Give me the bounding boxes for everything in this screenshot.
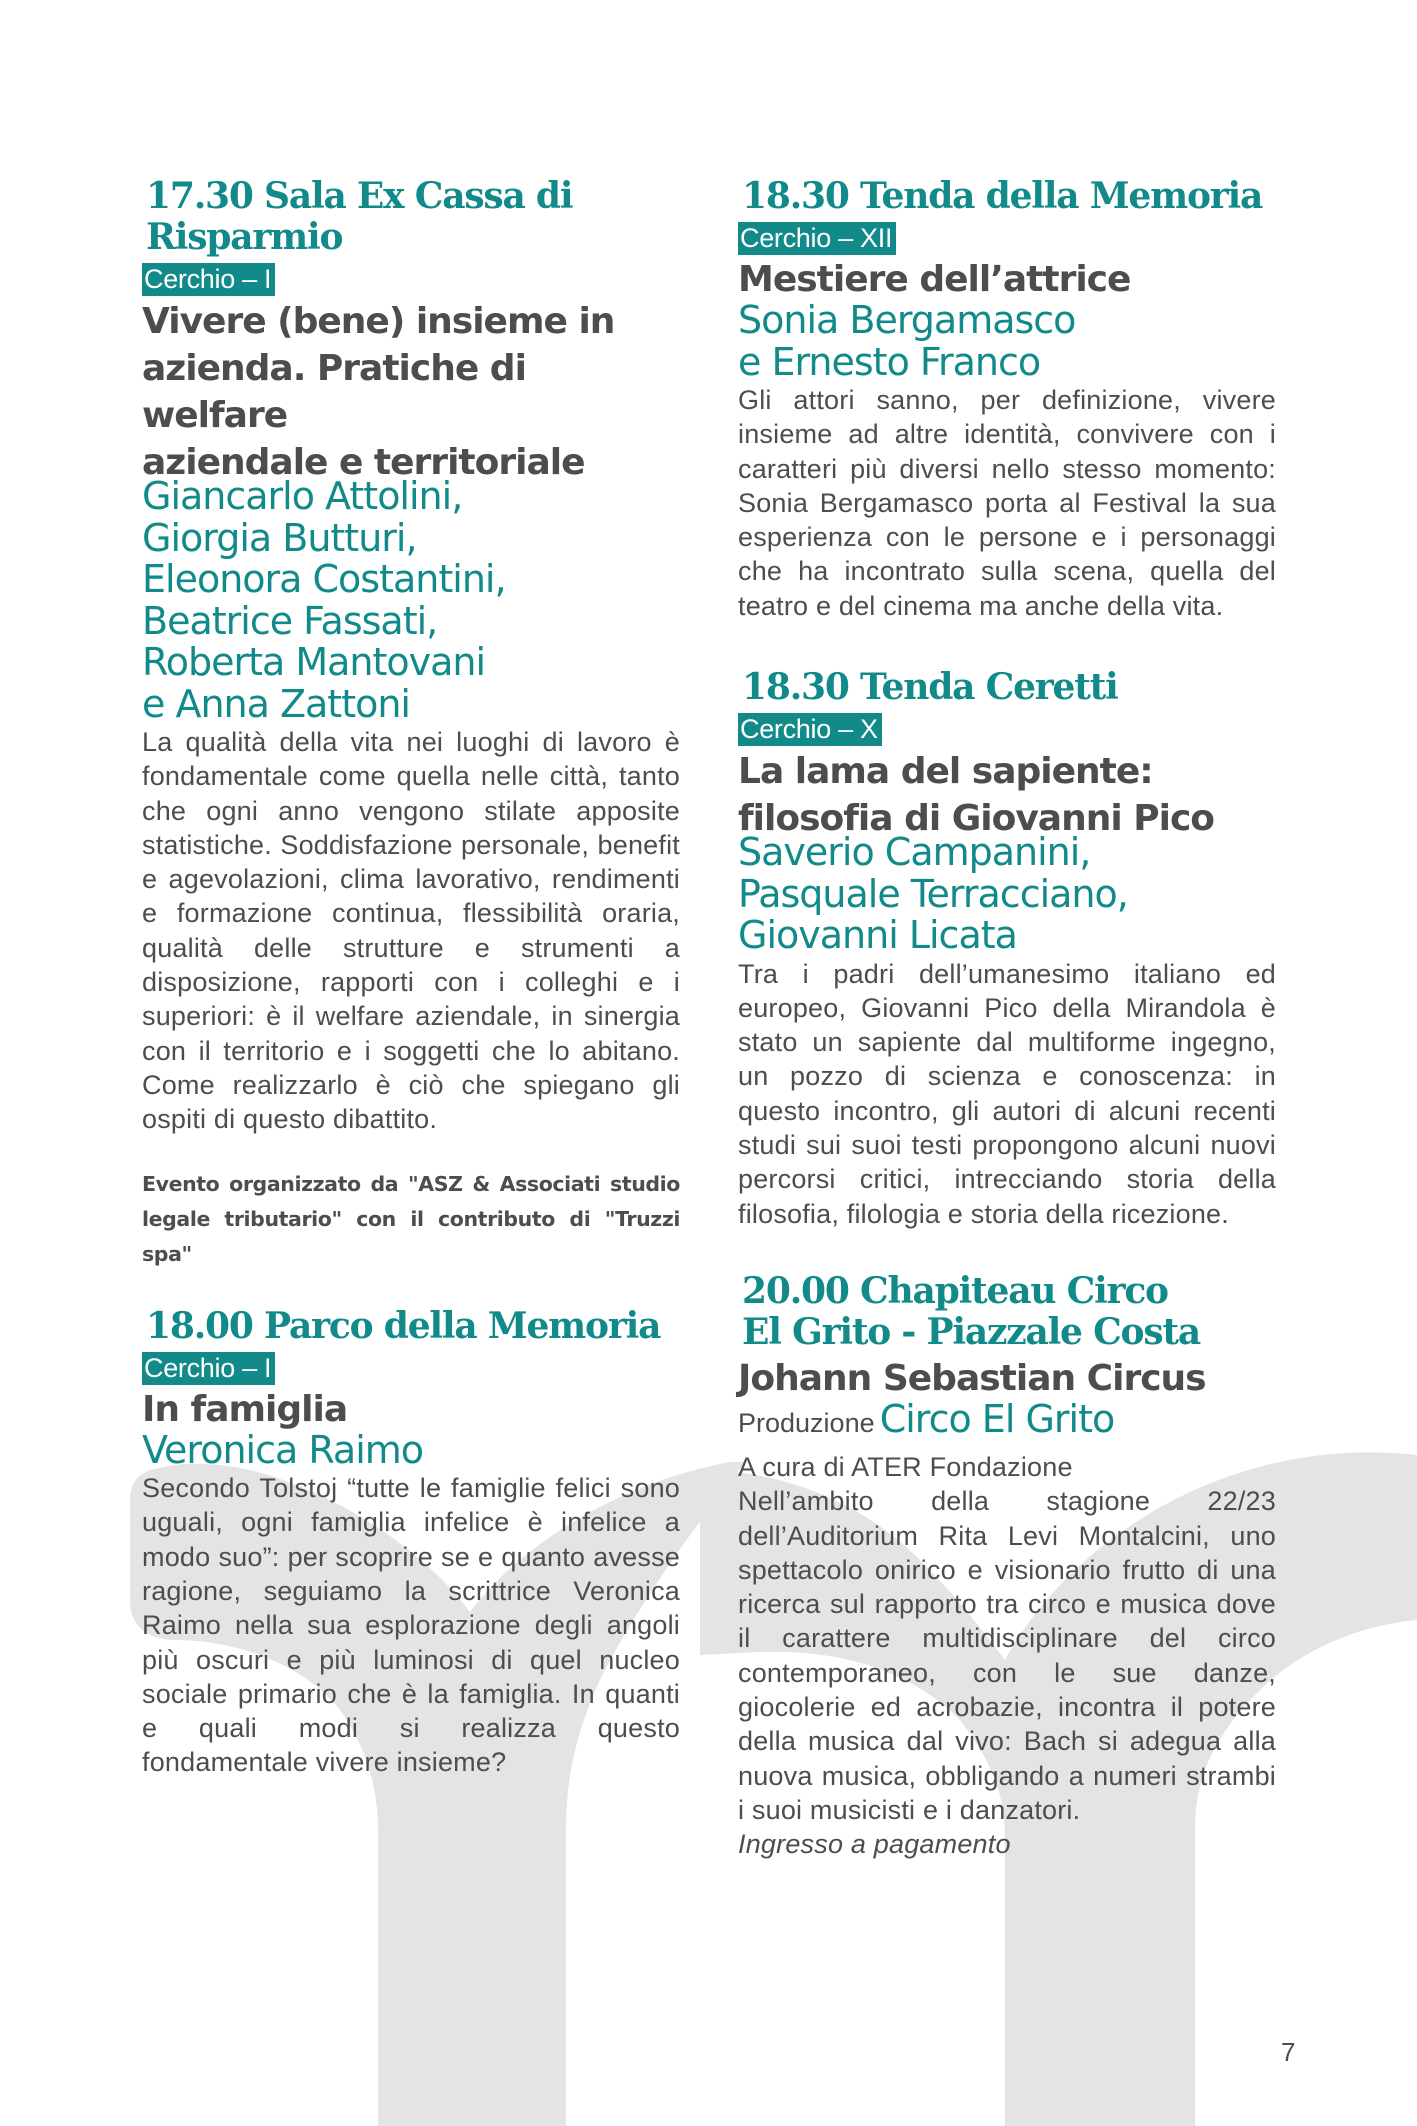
event-title: In famiglia	[142, 1388, 348, 1430]
event-2000-chapiteau-circo	[738, 1271, 1276, 1862]
event-time-location	[738, 1271, 1276, 1353]
speaker-name: Pasquale Terracciano,	[738, 871, 1128, 916]
event-title-line: Vivere (bene) insieme in	[142, 301, 615, 342]
event-description: Secondo Tolstoj “tutte le famiglie felici sono uguali, ogni famiglia infelice è infelice a modo suo”: per scoprire se e quanto avesse ragione, seguiamo la scrittrice Veronica Raimo nella sua esplorazione degli angoli più oscuri e più luminosi di quel nucleo sociale primario che è la famiglia. In quanti e quali modi si realizza questo fondamentale vivere insieme?	[142, 1473, 680, 1778]
speaker-name: Veronica Raimo	[142, 1427, 424, 1472]
speaker-name: e Anna Zattoni	[142, 681, 410, 726]
speaker-name: Eleonora Costantini,	[142, 557, 506, 601]
speaker-name: Giorgia Butturi,	[142, 515, 417, 560]
right-column	[738, 176, 1276, 1862]
speaker-name: Giancarlo Attolini,	[142, 474, 463, 518]
event-1830-tenda-memoria	[738, 176, 1276, 623]
event-description: Gli attori sanno, per definizione, vivere insieme ad altre identità, convivere con i caratteri più diversi nello stesso momento: Sonia Bergamasco porta al Festival la sua esperienza con le persone e i personaggi che ha incontrato sulla scena, quella del teatro e del cinema ma anche della vita.	[738, 385, 1276, 621]
event-time-location: 18.30 Tenda della Memoria	[742, 175, 1263, 217]
cerchio-tag: Cerchio – XII	[738, 222, 896, 255]
event-title-line: La lama del sapiente:	[738, 751, 1153, 793]
event-title-line: aziendale e territoriale	[142, 442, 585, 483]
production-label: Produzione	[738, 1407, 875, 1438]
production-line	[738, 1396, 1276, 1450]
speaker-name: e Ernesto Franco	[738, 339, 1041, 384]
production-company: Circo El Grito	[879, 1396, 1115, 1441]
event-description: Nell’ambito della stagione 22/23 dell’Auditorium Rita Levi Montalcini, uno spettacolo onirico e visionario frutto di una ricerca sul rapporto tra circo e musica dove il carattere multidisciplinare del circo contemporaneo, con le sue danze, giocolerie ed acrobazie, incontra il potere della musica dal vivo: Bach si adegua alla nuova musica, obbligando a numeri strambi i suoi musicisti e i danzatori.	[738, 1486, 1276, 1825]
event-title-line: azienda. Pratiche di welfare	[142, 348, 526, 436]
speaker-name: Giovanni Licata	[738, 913, 1017, 958]
event-1800-parco-memoria	[142, 1306, 680, 1780]
event-1730-sala-ex-cassa	[142, 176, 680, 1272]
event-title: Mestiere dell’attrice	[738, 259, 1131, 300]
event-time-location-line: El Grito - Piazzale Costa	[742, 1310, 1200, 1353]
event-time-location: 18.30 Tenda Ceretti	[742, 666, 1118, 709]
speaker-name: Beatrice Fassati,	[142, 598, 438, 643]
event-time-location-line: Risparmio	[146, 216, 343, 258]
cerchio-tag: Cerchio – X	[738, 713, 882, 746]
event-time-location-line: 17.30 Sala Ex Cassa di	[146, 175, 573, 217]
speaker-name: Saverio Campanini,	[738, 830, 1091, 875]
event-organizer-note: Evento organizzato da "ASZ & Associati studio legale tributario" con il contributo di "Truzzi spa"	[142, 1171, 680, 1266]
event-title-line: filosofia di Giovanni Pico	[738, 798, 1215, 840]
page-number: 7	[1281, 2037, 1296, 2067]
event-time-location-line: 20.00 Chapiteau Circo	[742, 1269, 1168, 1312]
event-speakers	[738, 300, 1276, 383]
event-title	[738, 748, 1276, 842]
event-title: Johann Sebastian Circus	[738, 1357, 1206, 1399]
speaker-name: Sonia Bergamasco	[738, 298, 1076, 342]
left-column	[142, 176, 680, 1780]
curated-by: A cura di ATER Fondazione	[738, 1451, 1073, 1482]
event-speakers	[142, 476, 680, 725]
event-speakers	[142, 1427, 680, 1472]
cerchio-tag: Cerchio – I	[142, 1352, 275, 1385]
speaker-name: Roberta Mantovani	[142, 640, 486, 684]
ticket-info: Ingresso a pagamento	[738, 1829, 1011, 1860]
event-time-location: 18.00 Parco della Memoria	[146, 1304, 661, 1347]
event-1830-tenda-ceretti	[738, 667, 1276, 1231]
event-speakers	[738, 832, 1276, 957]
event-description: Tra i padri dell’umanesimo italiano ed europeo, Giovanni Pico della Mirandola è stato un sapiente dal multiforme ingegno, un pozzo di scienza e conoscenza: in questo incontro, gli autori di alcuni recenti studi sui suoi testi propongono alcuni nuovi percorsi critici, intrecciando storia della filosofia, filologia e storia della ricezione.	[738, 958, 1276, 1229]
cerchio-tag: Cerchio – I	[142, 263, 275, 296]
event-description: La qualità della vita nei luoghi di lavoro è fondamentale come quella nelle città, tanto che ogni anno vengono stilate apposite statistiche. Soddisfazione personale, benefit e agevolazioni, clima lavorativo, rendimenti e formazione continua, flessibilità oraria, qualità delle strutture e strumenti a disposizione, rapporti con i colleghi e i superiori: è il welfare aziendale, in sinergia con il territorio e i soggetti che lo abitano. Come realizzarlo è ciò che spiegano gli ospiti di questo dibattito.	[142, 727, 680, 1135]
event-title	[142, 298, 680, 486]
event-time-location	[142, 176, 680, 258]
